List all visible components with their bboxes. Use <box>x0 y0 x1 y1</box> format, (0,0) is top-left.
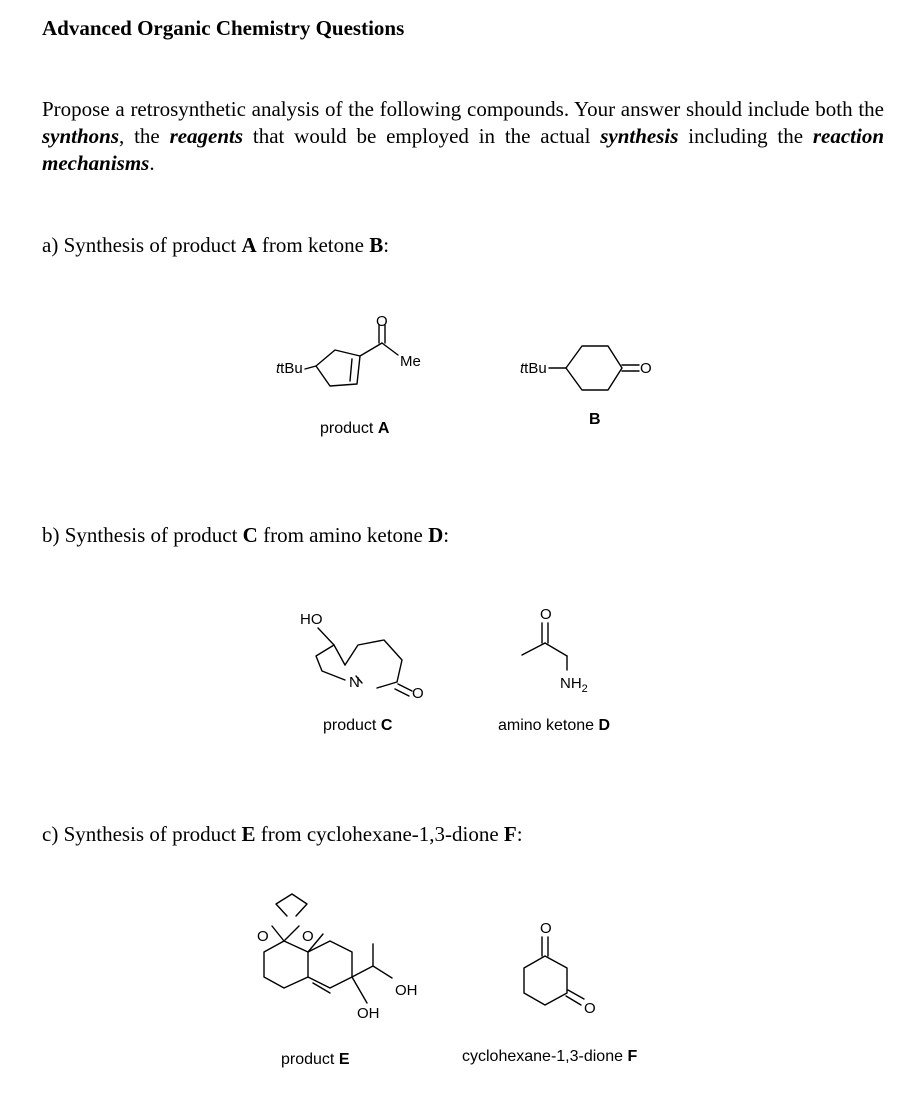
ketone-b-structure <box>520 346 652 390</box>
oxygen-b-atom: O <box>640 360 652 377</box>
hydroxyl-e1-atom: OH <box>395 982 418 999</box>
amino-ketone-d-structure <box>522 606 588 695</box>
ketone-b-label: B <box>589 411 601 428</box>
tbu-a-atom: ttBu <box>276 360 303 377</box>
hydroxyl-c-atom: HO <box>300 611 323 628</box>
product-e-structure <box>257 894 418 1022</box>
intro-text-3: that would be employed in the actual <box>243 124 601 148</box>
oxygen-f2-atom: O <box>584 1000 596 1017</box>
oxygen-d-atom: O <box>540 606 552 623</box>
intro-emph-reagents: reagents <box>169 124 244 148</box>
product-c-structure <box>300 611 424 702</box>
oxygen-a-atom: O <box>376 313 388 330</box>
intro-emph-mechanisms: reaction mechanisms <box>42 124 885 175</box>
part-c-heading: c) Synthesis of product E from cyclohexane-1,3-dione F: <box>42 822 523 846</box>
tbu-b-atom: ttBu <box>520 360 547 377</box>
intro-text-4: including the <box>678 124 813 148</box>
intro-text-5: . <box>149 151 155 175</box>
intro-emph-synthons: synthons <box>42 124 120 148</box>
dione-f-label: cyclohexane-1,3-dione F <box>462 1048 638 1065</box>
oxygen-e1-atom: O <box>257 928 269 945</box>
amine-d-atom: $NH_2$ <box>560 675 588 695</box>
amino-ketone-d-label: amino ketone D <box>498 717 611 734</box>
methyl-a-atom: Me <box>400 353 421 370</box>
product-a-label: product A <box>320 420 390 437</box>
intro-emph-synthesis: synthesis <box>600 124 679 148</box>
part-b-heading: b) Synthesis of product C from amino ketone D: <box>42 523 450 547</box>
intro-text-1: Propose a retrosynthetic analysis of the following compounds. Your answer should include both the <box>42 97 884 121</box>
product-c-label: product C <box>323 717 393 734</box>
product-e-label: product E <box>281 1051 350 1068</box>
nitrogen-c-atom: N <box>349 674 360 691</box>
oxygen-c-atom: O <box>412 685 424 702</box>
intro-text-2: , the <box>119 124 170 148</box>
product-a-structure <box>276 313 421 386</box>
hydroxyl-e2-atom: OH <box>357 1005 380 1022</box>
page-title: Advanced Organic Chemistry Questions <box>42 16 405 40</box>
oxygen-e2-atom: O <box>302 928 314 945</box>
dione-f-structure <box>524 920 596 1017</box>
part-a-heading: a) Synthesis of product A from ketone B: <box>42 233 390 257</box>
oxygen-f1-atom: O <box>540 920 552 937</box>
